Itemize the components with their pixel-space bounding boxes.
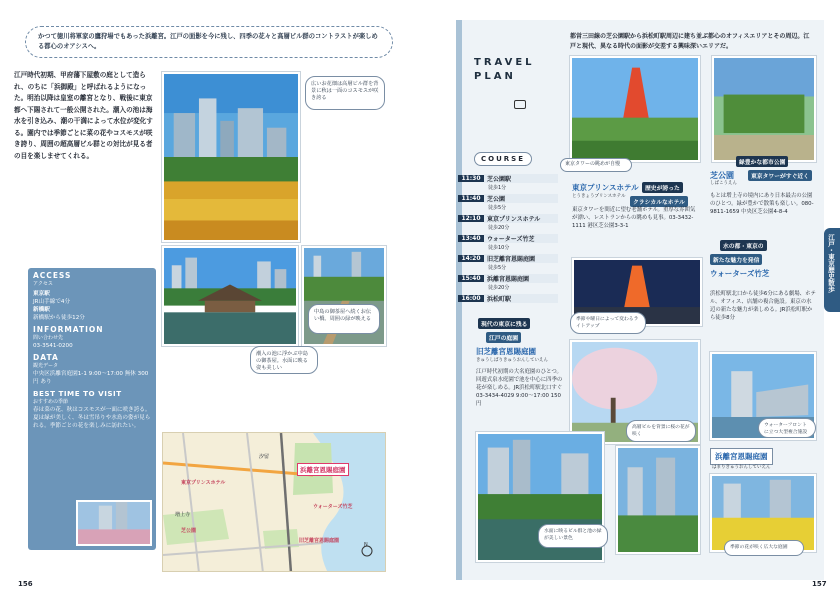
- hamarikyu-title: 浜離宮恩賜庭園: [710, 448, 773, 465]
- side-tab-label: 江戸・東京歴史散歩: [827, 234, 835, 293]
- timeline-walk: 徒歩20分: [488, 285, 510, 291]
- photo-plum-blossoms: [76, 500, 152, 546]
- intro-text: 都営三田線の芝公園駅から浜松町駅周辺に建ち並ぶ都心のオフィスエリアとその周辺。江戸と現代、異なる時代の面影が交差する興味深いエリアだ。: [570, 33, 810, 50]
- page-number-right: 157: [812, 580, 827, 588]
- timeline-time: 11:30: [458, 175, 484, 182]
- information-sub: 問い合わせ先: [33, 335, 64, 341]
- right-page: [420, 0, 840, 597]
- waters-title: ウォーターズ竹芝: [710, 269, 770, 278]
- shibakoen-title: 芝公園: [710, 171, 734, 180]
- shibakoen-kana: しばこうえん: [710, 181, 737, 186]
- travel-plan-heading: TRAVEL PLAN: [474, 57, 535, 82]
- map-label-shibakoen: 芝公園: [181, 528, 197, 534]
- timeline-time: 16:00: [458, 295, 484, 302]
- photo-tokyo-tower-park: [570, 56, 700, 162]
- kyushiba-kana: きゅうしばりきゅうおんしていえん: [476, 358, 548, 363]
- access-heading: ACCESS: [33, 271, 72, 280]
- access-from: 東京駅: [33, 291, 50, 297]
- timeline-place: ウォーターズ竹芝: [484, 234, 558, 243]
- svg-text:N: N: [364, 542, 368, 548]
- timeline-time: 14:20: [458, 255, 484, 262]
- data-sub: 観光データ: [33, 363, 59, 369]
- info-phone: 03-3541-0200: [33, 343, 73, 349]
- kyushiba-text: 江戸時代初期の大名庭園のひとつ。回遊式泉水庭園で池を中心に四季の花が楽しめる。JR浜松町駅北口すぐ 03-3434-4029 9:00〜17:00 150円: [476, 369, 563, 407]
- access-to: 新橋駅: [33, 307, 50, 313]
- timeline-row: [458, 252, 558, 264]
- photo-cosmos-field: [162, 72, 300, 242]
- timeline-row: [458, 272, 558, 284]
- timeline-walk: 徒歩5分: [488, 265, 507, 271]
- map-label-hamarikyu: 浜離宮恩賜庭園: [297, 463, 349, 476]
- course-timeline: [458, 172, 558, 304]
- caption-tower-night: 季節や曜日によって変わるライトアップ: [570, 312, 646, 334]
- kyushiba-tag: 現代の東京に残る: [478, 318, 530, 329]
- best-time-text: 春は菜の花、秋はコスモスが一面に咲き誇る。夏は緑が美しく、冬は雪吊りや水鳥の姿が見られる。季節ごとの花を楽しみに訪れたい。: [33, 407, 151, 429]
- data-heading: DATA: [33, 353, 59, 362]
- timeline-walk: 徒歩20分: [488, 225, 510, 231]
- camera-icon: [514, 100, 526, 109]
- waters-tag2: 新たな魅力を発信: [710, 254, 762, 265]
- timeline-walk: 徒歩10分: [488, 245, 510, 251]
- info-box: [28, 268, 156, 550]
- map-label-zojoji: 増上寺: [175, 512, 191, 518]
- caption-hamarikyu: 季節の花が咲く広大な庭園: [724, 540, 804, 556]
- timeline-place: 浜松町駅: [484, 294, 558, 303]
- caption-cosmos: 広いお花畑は高層ビル群を背景に秋は一面のコスモスが咲き誇る: [305, 76, 385, 110]
- kyushiba-tag2: 江戸の庭園: [486, 332, 521, 343]
- best-time-heading: BEST TIME TO VISIT: [33, 389, 122, 398]
- prince-tag2: クラシカルなホテル: [630, 196, 688, 207]
- shibakoen-text: もとは増上寺の境内にあり日本最古の公園のひとつ。緑が豊かで散策も楽しい。080-9811-1659 中央区芝公園4-8-4: [710, 193, 814, 215]
- access-sub: アクセス: [33, 281, 53, 287]
- photo-hamarikyu-sm: [616, 446, 700, 554]
- course-label: COURSE: [474, 152, 532, 166]
- timeline-walk: 徒歩5分: [488, 205, 507, 211]
- shibakoen-tag: 緑豊かな都市公園: [736, 156, 788, 167]
- information-heading: INFORMATION: [33, 325, 104, 334]
- caption-bridge: 中島の御茶屋へ続くお伝い橋。周囲の緑が映える: [308, 304, 380, 334]
- lead-text: かつて徳川将軍家の鷹狩場でもあった浜離宮。江戸の面影を今に残し、四季の花々と高層ビル群のコントラストが楽しめる都心のオアシスへ。: [25, 26, 393, 58]
- timeline-place: 芝公園: [484, 194, 558, 203]
- kyushiba-title: 旧芝離宮恩賜庭園: [476, 347, 536, 356]
- timeline-walk: 徒歩1分: [488, 185, 507, 191]
- prince-tag: 歴史が誇った: [642, 182, 683, 193]
- map-label-waters: ウォーターズ竹芝: [313, 504, 353, 510]
- caption-cherry: 高層ビルを背景に桜の花が咲く: [626, 420, 696, 442]
- timeline-place: 旧芝離宮恩賜庭園: [484, 254, 558, 263]
- best-time-sub: おすすめの季節: [33, 399, 69, 405]
- map-label-shiodome: 汐留: [259, 454, 270, 460]
- access-route: JR山手線で4分: [33, 299, 71, 305]
- area-map: [162, 432, 386, 572]
- hamarikyu-kana: はまりきゅうおんしていえん: [712, 465, 771, 470]
- access-walk: 新橋駅から徒歩12分: [33, 315, 85, 321]
- body-text: 江戸時代初期、甲府藩下屋敷の庭として造られ、のちに「浜御殿」と呼ばれるようになった。明治以降は皇室の離宮となり、戦後に東京都へ下賜されて一般公開された。潮入の池は海水を引き込み、潮の干満によって水位が変化する。園内では季節ごとに菜の花やコスモスが咲き誇り、周囲の超高層ビル群との対比が見る者の目を楽しませてくれる。: [14, 71, 153, 160]
- timeline-row: [458, 212, 558, 224]
- caption-tower: 東京タワーの眺めが自慢: [560, 158, 632, 172]
- timeline-row: [458, 192, 558, 204]
- prince-kana: とうきょうプリンスホテル: [572, 194, 626, 199]
- timeline-row: [458, 232, 558, 244]
- map-label-prince: 東京プリンスホテル: [181, 480, 226, 486]
- caption-teahouse: 潮入の池に浮かぶ中島の御茶屋。水面に映る姿も美しい: [250, 346, 318, 374]
- caption-garden: 水面に映るビル群と池の緑が美しい景色: [538, 524, 608, 548]
- timeline-place: 東京プリンスホテル: [484, 214, 558, 223]
- timeline-time: 15:40: [458, 275, 484, 282]
- timeline-place: 芝公園駅: [484, 174, 558, 183]
- timeline-time: 12:10: [458, 215, 484, 222]
- caption-waters: ウォーターフロントに立つ大型複合施設: [758, 418, 816, 438]
- timeline-row: [458, 292, 558, 304]
- timeline-time: 11:40: [458, 195, 484, 202]
- photo-shibakoen: [712, 56, 816, 162]
- photo-teahouse: [162, 246, 298, 346]
- data-text: 中央区浜離宮庭園1-1 9:00〜17:00 無休 300円 あり: [33, 371, 149, 385]
- timeline-time: 13:40: [458, 235, 484, 242]
- shibakoen-subtag: 東京タワーがすぐ近く: [748, 170, 812, 181]
- timeline-place: 浜離宮恩賜庭園: [484, 274, 558, 283]
- waters-tag: 水の都・東京の: [720, 240, 767, 251]
- prince-text: 東京タワーを間近に望む老舗ホテル。重厚な雰囲気が漂い、レストランからの眺めも見事。03-3432-1111 港区芝公園3-3-1: [572, 207, 696, 229]
- map-label-kyushiba: 旧芝離宮恩賜庭園: [299, 538, 340, 544]
- waters-text: 浜松町駅北口から徒歩6分にある劇場、ホテル、オフィス、店舗の複合施設。東京の水辺の新たな魅力が楽しめる。JR浜松町駅から徒歩8分: [710, 291, 816, 321]
- side-tab: [824, 228, 840, 312]
- page-number-left: 156: [18, 580, 33, 588]
- timeline-row: [458, 172, 558, 184]
- prince-title: 東京プリンスホテル: [572, 183, 639, 192]
